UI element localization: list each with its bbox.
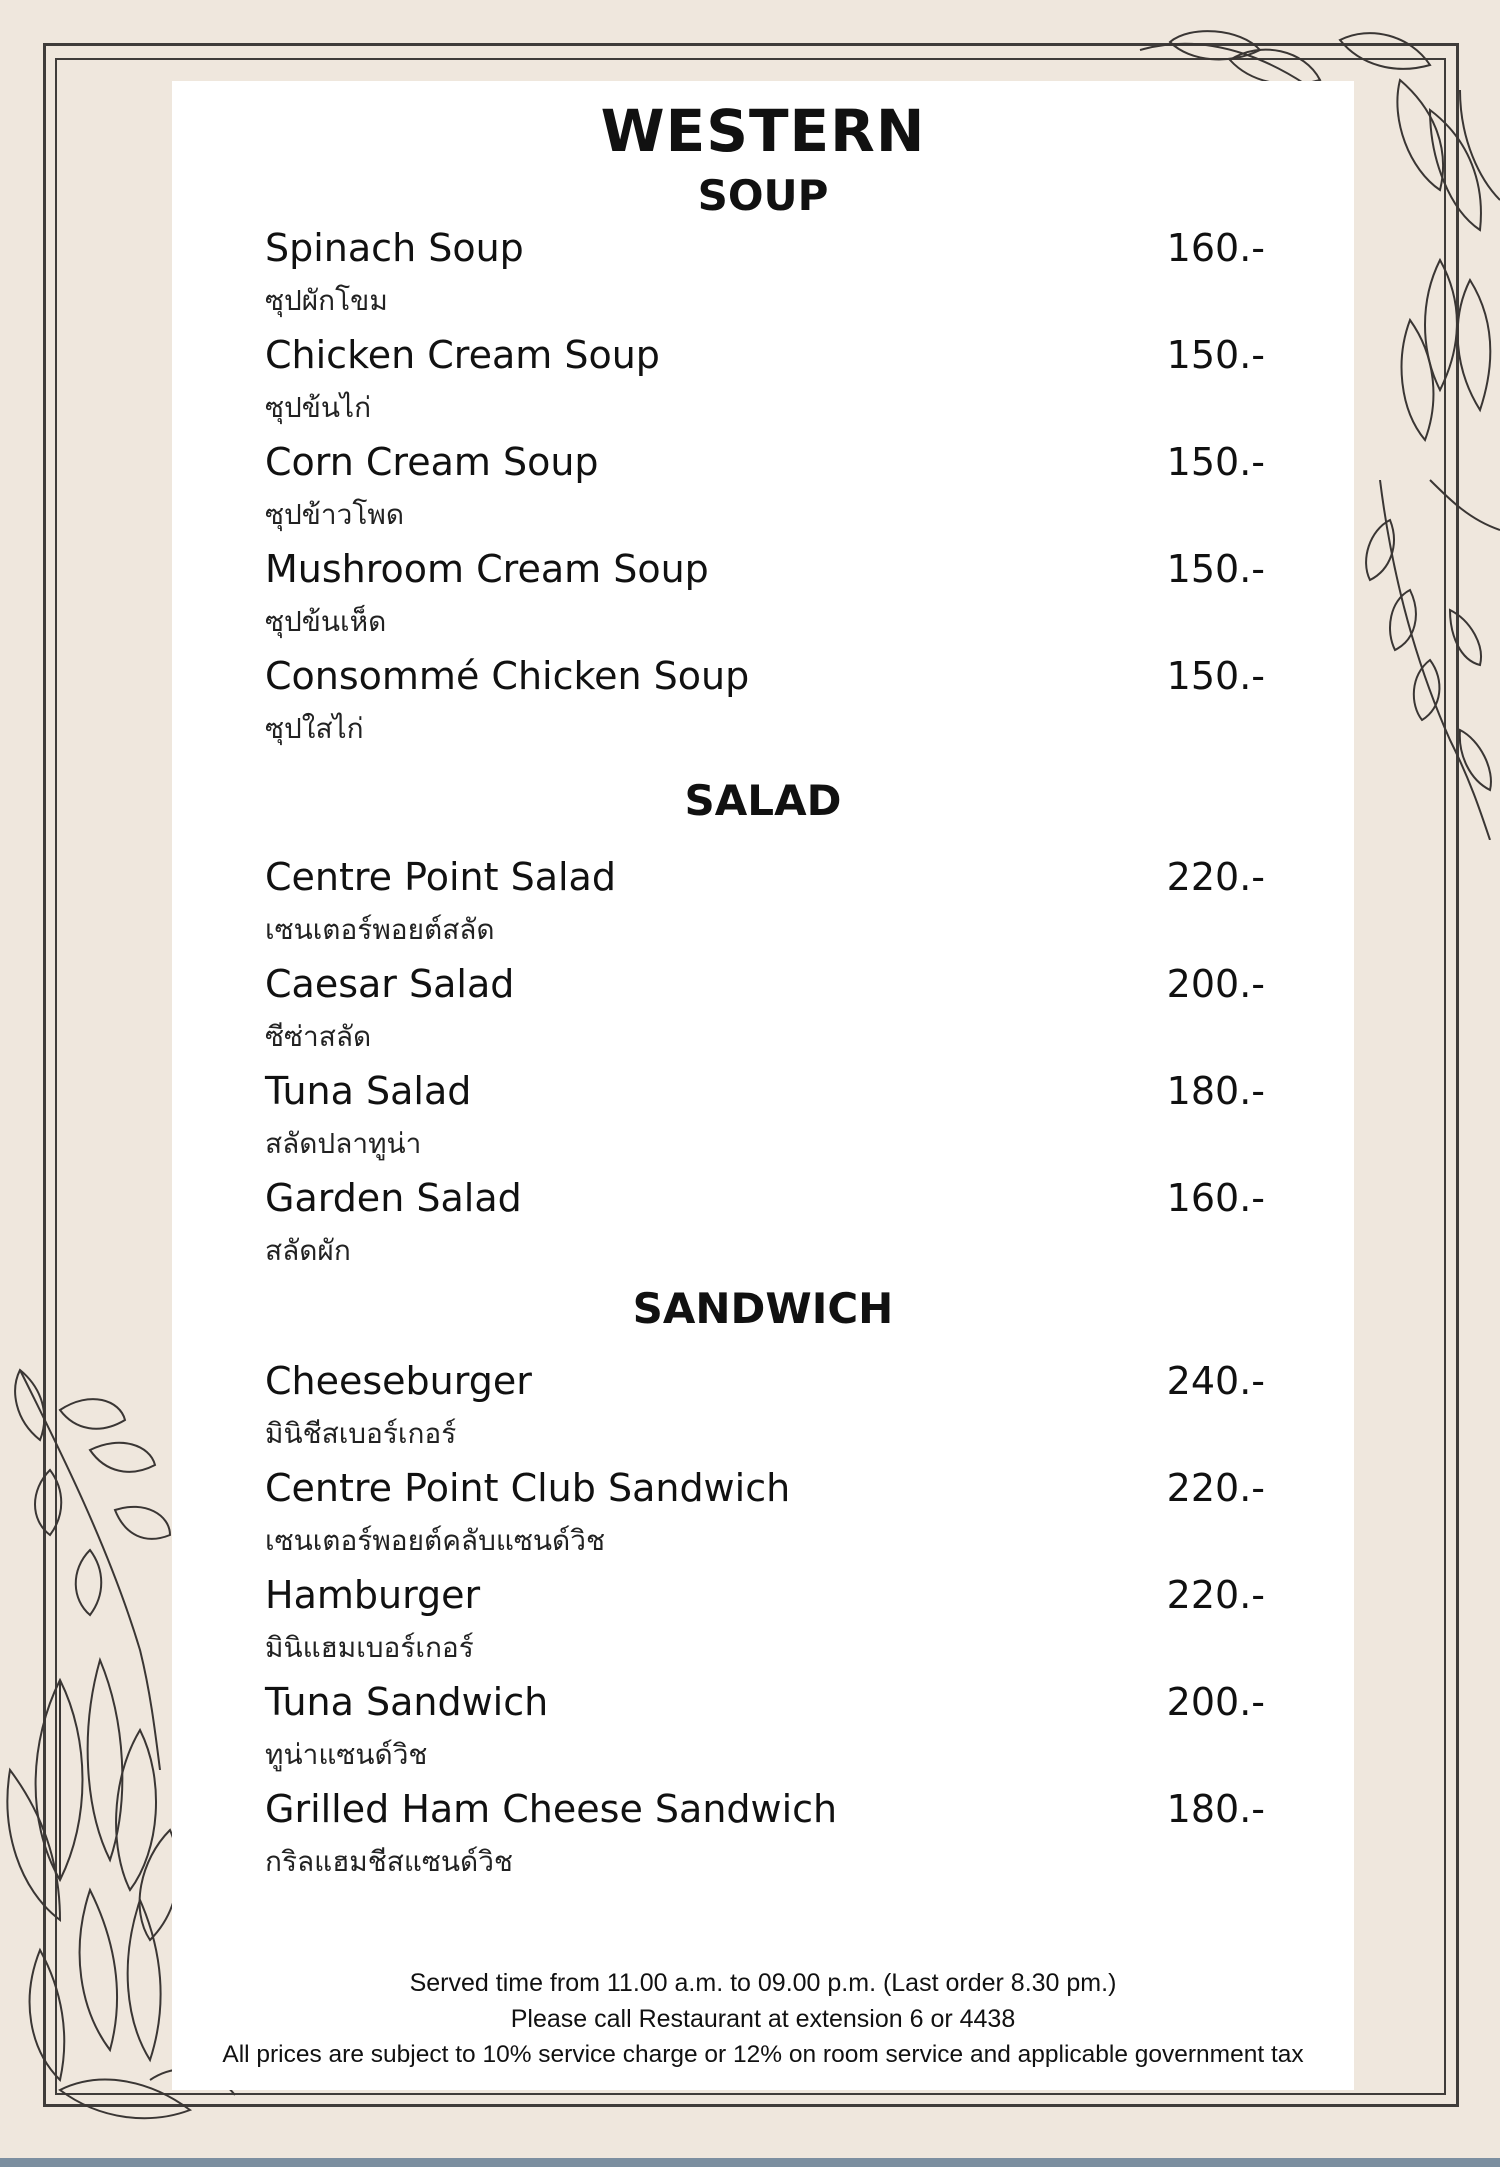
section-heading-soup: SOUP xyxy=(697,171,829,220)
item-price: 160.- xyxy=(1166,1176,1265,1220)
menu-item xyxy=(265,440,1265,540)
menu-item xyxy=(265,654,1265,754)
item-thai-name: ซุปข้นไก่ xyxy=(265,391,372,424)
item-price: 150.- xyxy=(1166,654,1265,698)
menu-item xyxy=(265,1359,1265,1459)
item-thai-name: ซุปข้นเห็ด xyxy=(265,605,387,638)
menu-item xyxy=(265,547,1265,647)
menu-item xyxy=(265,226,1265,326)
item-thai-name: กริลแฮมชีสแซนด์วิช xyxy=(265,1845,513,1878)
item-thai-name: ซุปข้าวโพด xyxy=(265,498,405,531)
item-name: Cheeseburger xyxy=(265,1359,532,1403)
item-name: Spinach Soup xyxy=(265,226,524,270)
item-name: Centre Point Club Sandwich xyxy=(265,1466,791,1510)
bottom-edge-bar xyxy=(0,2158,1500,2167)
item-name: Tuna Salad xyxy=(265,1069,472,1113)
section-heading-salad: SALAD xyxy=(684,776,842,825)
item-price: 220.- xyxy=(1166,1466,1265,1510)
menu-item xyxy=(265,1176,1265,1276)
item-thai-name: ซีซ่าสลัด xyxy=(265,1020,372,1053)
menu-title: WESTERN xyxy=(600,97,926,165)
item-thai-name: มินิชีสเบอร์เกอร์ xyxy=(265,1417,457,1450)
footer-contact: Please call Restaurant at extension 6 or 4438 xyxy=(510,2005,1016,2033)
item-price: 220.- xyxy=(1166,855,1265,899)
item-name: Grilled Ham Cheese Sandwich xyxy=(265,1787,838,1831)
section-heading-sandwich: SANDWICH xyxy=(632,1284,894,1333)
item-thai-name: ทูน่าแซนด์วิช xyxy=(265,1738,428,1771)
menu-item xyxy=(265,1466,1265,1566)
item-thai-name: ซุปผักโขม xyxy=(265,284,388,317)
item-price: 200.- xyxy=(1166,962,1265,1006)
menu-item xyxy=(265,333,1265,433)
menu-item xyxy=(265,855,1265,955)
item-name: Consommé Chicken Soup xyxy=(265,654,750,698)
item-name: Hamburger xyxy=(265,1573,481,1617)
leaf-branch-right-icon xyxy=(1350,480,1500,840)
menu-item xyxy=(265,1680,1265,1780)
item-price: 150.- xyxy=(1166,547,1265,591)
menu-item xyxy=(265,1573,1265,1673)
item-price: 180.- xyxy=(1166,1787,1265,1831)
footer-notes xyxy=(172,1965,1354,2073)
menu-item xyxy=(265,1787,1265,1887)
item-name: Garden Salad xyxy=(265,1176,522,1220)
item-thai-name: ซุปใสไก่ xyxy=(265,712,364,745)
item-name: Chicken Cream Soup xyxy=(265,333,660,377)
menu-item xyxy=(265,962,1265,1062)
item-price: 150.- xyxy=(1166,440,1265,484)
item-price: 220.- xyxy=(1166,1573,1265,1617)
footer-served-time: Served time from 11.00 a.m. to 09.00 p.m. (Last order 8.30 pm.) xyxy=(409,1969,1117,1997)
item-price: 160.- xyxy=(1166,226,1265,270)
menu-sheet xyxy=(172,81,1354,2090)
item-thai-name: มินิแฮมเบอร์เกอร์ xyxy=(265,1631,474,1664)
footer-price-note: All prices are subject to 10% service charge or 12% on room service and applicable government tax xyxy=(222,2041,1304,2068)
menu-item xyxy=(265,1069,1265,1169)
item-thai-name: เซนเตอร์พอยต์คลับแซนด์วิช xyxy=(265,1524,605,1557)
item-price: 180.- xyxy=(1166,1069,1265,1113)
item-thai-name: สลัดผัก xyxy=(265,1234,351,1267)
item-name: Centre Point Salad xyxy=(265,855,616,899)
item-price: 240.- xyxy=(1166,1359,1265,1403)
item-thai-name: เซนเตอร์พอยต์สลัด xyxy=(265,913,495,946)
item-name: Mushroom Cream Soup xyxy=(265,547,709,591)
item-price: 200.- xyxy=(1166,1680,1265,1724)
item-thai-name: สลัดปลาทูน่า xyxy=(265,1127,422,1160)
item-price: 150.- xyxy=(1166,333,1265,377)
item-name: Caesar Salad xyxy=(265,962,515,1006)
item-name: Tuna Sandwich xyxy=(265,1680,549,1724)
item-name: Corn Cream Soup xyxy=(265,440,599,484)
